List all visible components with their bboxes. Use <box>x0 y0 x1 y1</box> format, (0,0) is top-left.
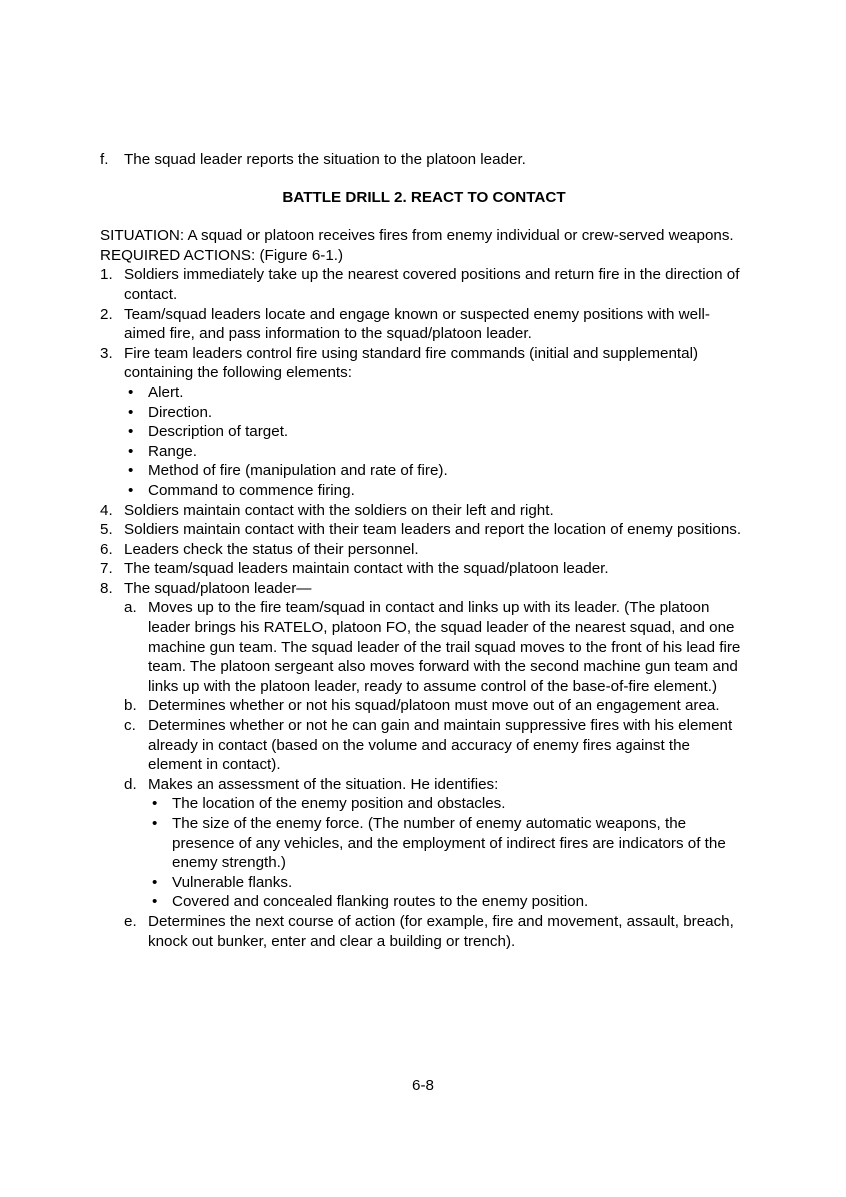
list-item <box>100 579 748 599</box>
item-label: 4. <box>100 501 113 519</box>
bullet-icon: • <box>128 423 134 441</box>
item-label: 8. <box>100 579 113 597</box>
list-item <box>100 265 748 304</box>
bullet-icon: • <box>128 481 134 499</box>
item-text: Description of target. <box>148 423 289 441</box>
bullet-item <box>124 442 748 462</box>
item-text: Leaders check the status of their personnel. <box>124 540 419 558</box>
list-item <box>124 912 748 951</box>
section-title: BATTLE DRILL 2. REACT TO CONTACT <box>282 188 566 206</box>
leader-actions-list <box>100 598 748 951</box>
situation-text: SITUATION: A squad or platoon receives fires from enemy individual or crew-served weapons. <box>100 227 734 245</box>
item-text: Determines the next course of action (for example, fire and movement, assault, breach, knock out bunker, enter and clear a building or trench). <box>148 912 734 950</box>
bullet-icon: • <box>128 383 134 401</box>
item-text: Moves up to the fire team/squad in contact and links up with its leader. (The platoon leader brings his RATELO, platoon FO, the squad leader of the nearest squad, and one machine gun team. The squad leader of the trail squad moves to the front of his lead fire team. The platoon sergeant also moves forward with the second machine gun team and links up with the platoon leader, ready to assume control of the base-of-fire element.) <box>148 599 741 695</box>
item-text: Fire team leaders control fire using standard fire commands (initial and supplemental) containing the following elements: <box>124 344 699 382</box>
bullet-item <box>124 422 748 442</box>
item-label: 1. <box>100 266 113 284</box>
bullet-item <box>148 873 748 893</box>
item-text: Soldiers immediately take up the nearest covered positions and return fire in the direction of contact. <box>124 266 740 303</box>
item-text: Soldiers maintain contact with their team leaders and report the location of enemy positions. <box>124 521 742 539</box>
list-item <box>100 520 748 540</box>
item-label: d. <box>124 775 137 793</box>
item-label: c. <box>124 717 136 735</box>
bullet-item <box>124 383 748 403</box>
item-label: 3. <box>100 344 113 362</box>
required-actions-heading: REQUIRED ACTIONS: (Figure 6-1.) <box>100 246 344 264</box>
item-text: Direction. <box>148 403 213 421</box>
item-text: Alert. <box>148 383 184 401</box>
list-item <box>124 716 748 775</box>
bullet-icon: • <box>128 462 134 480</box>
item-text: The team/squad leaders maintain contact with the squad/platoon leader. <box>124 560 609 578</box>
item-label: e. <box>124 912 137 930</box>
list-item <box>100 501 748 521</box>
item-label: a. <box>124 599 137 617</box>
item-text: The location of the enemy position and obstacles. <box>172 795 506 813</box>
item-text: The squad leader reports the situation to the platoon leader. <box>124 151 526 168</box>
bullet-item <box>124 481 748 501</box>
item-text: Vulnerable flanks. <box>172 873 293 891</box>
list-item <box>100 305 748 344</box>
item-label: 2. <box>100 305 113 323</box>
assessment-list <box>124 794 748 912</box>
item-label: b. <box>124 697 137 715</box>
item-text: Range. <box>148 442 197 460</box>
document-body <box>100 150 748 951</box>
item-text: Makes an assessment of the situation. He identifies: <box>148 775 499 793</box>
item-text: Determines whether or not his squad/platoon must move out of an engagement area. <box>148 697 720 715</box>
item-label: 5. <box>100 521 113 539</box>
item-label: f. <box>100 151 109 168</box>
item-text: Method of fire (manipulation and rate of fire). <box>148 462 448 480</box>
list-item <box>124 775 748 795</box>
item-text: The squad/platoon leader— <box>124 579 312 597</box>
item-text: Covered and concealed flanking routes to the enemy position. <box>172 893 589 911</box>
bullet-item <box>124 403 748 423</box>
bullet-icon: • <box>152 815 158 832</box>
item-text: Team/squad leaders locate and engage known or suspected enemy positions with well-aimed fire, and pass information to the squad/platoon leader. <box>124 305 710 343</box>
list-item <box>124 696 748 716</box>
list-item <box>100 344 748 383</box>
bullet-icon: • <box>152 893 158 911</box>
list-item <box>124 598 748 696</box>
list-item <box>100 150 748 170</box>
item-text: Determines whether or not he can gain and maintain suppressive fires with his element already in contact (based on the volume and accuracy of enemy fires against the element in contact). <box>148 717 733 774</box>
bullet-icon: • <box>128 442 134 460</box>
item-label: 7. <box>100 560 113 578</box>
item-text: Command to commence firing. <box>148 481 355 499</box>
item-text: Soldiers maintain contact with the soldiers on their left and right. <box>124 501 554 519</box>
list-item <box>100 540 748 560</box>
list-item <box>100 559 748 579</box>
bullet-item <box>124 461 748 481</box>
bullet-icon: • <box>152 795 158 813</box>
bullet-item <box>148 794 748 814</box>
fire-elements-list <box>100 383 748 501</box>
bullet-icon: • <box>128 403 134 421</box>
bullet-item <box>148 814 748 873</box>
item-text: The size of the enemy force. (The number of enemy automatic weapons, the presence of any vehicles, and the employment of indirect fires are indicators of the enemy strength.) <box>172 815 726 872</box>
item-label: 6. <box>100 540 113 558</box>
page-number: 6-8 <box>412 1077 434 1094</box>
bullet-icon: • <box>152 873 158 891</box>
bullet-item <box>148 892 748 912</box>
